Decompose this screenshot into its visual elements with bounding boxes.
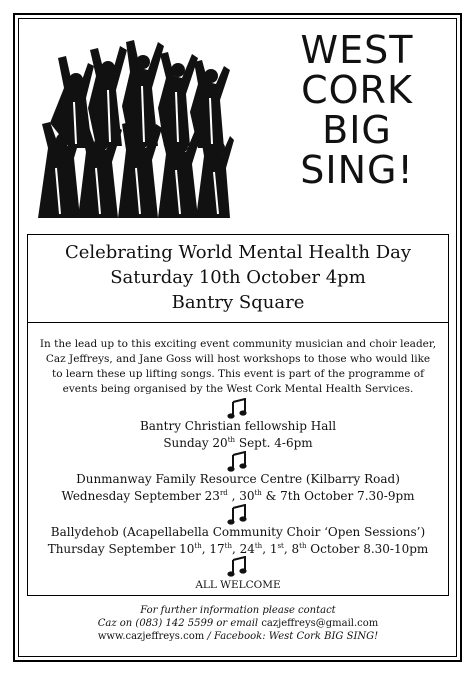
music-note-icon [226,504,250,526]
headline-occasion: Celebrating World Mental Health Day [64,242,412,263]
title-line: CORK [301,68,413,112]
workshop-time: Thursday September 10th, 17th, 24th, 1st, 8th October 8.30-10pm [47,542,429,556]
intro-line: events being organised by the West Cork Mental Health Services. [62,383,414,395]
all-welcome-text: ALL WELCOME [195,579,281,591]
contact-web: www.cazjeffreys.com / Facebook: West Cork BIG SING! [97,631,379,642]
intro-line: In the lead up to this exciting event community musician and choir leader, [39,338,437,350]
event-title [262,30,452,190]
title-line: WEST [300,28,414,72]
workshop-venue: Bantry Christian fellowship Hall [139,419,337,433]
music-note-icon [226,398,250,420]
title-line: SING! [300,148,414,192]
workshop-venue: Dunmanway Family Resource Centre (Kilbarry Road) [76,472,400,486]
workshop-time: Sunday 20th Sept. 4-6pm [163,436,313,450]
intro-line: Caz Jeffreys, and Jane Goss will host workshops to those who would like [45,353,431,365]
intro-paragraph [34,337,442,397]
headline-venue: Bantry Square [171,292,305,313]
contact-intro: For further information please contact [140,605,336,616]
email-link[interactable]: cazjeffreys@gmail.com [261,618,379,629]
workshop-venue: Ballydehob (Acapellabella Community Choir ‘Open Sessions’) [50,525,426,539]
title-line: BIG [322,108,392,152]
workshop-dunmanway [27,471,449,505]
contact-block [27,604,449,643]
music-note-icon [226,556,250,578]
intro-line: to learn these up lifting songs. This event is part of the programme of [51,368,425,380]
panel-divider [27,322,449,323]
music-note-icon [226,451,250,473]
workshop-ballydehob [27,524,449,558]
workshop-time: Wednesday September 23rd , 30th & 7th October 7.30-9pm [61,489,415,503]
headline-date: Saturday 10th October 4pm [110,267,366,288]
contact-phone-email: Caz on (083) 142 5599 or email cazjeffreys@gmail.com [97,618,379,629]
choir-silhouette-image [30,28,235,223]
headline [27,240,449,315]
workshop-bantry [27,418,449,452]
website-link[interactable]: www.cazjeffreys.com [97,631,205,642]
